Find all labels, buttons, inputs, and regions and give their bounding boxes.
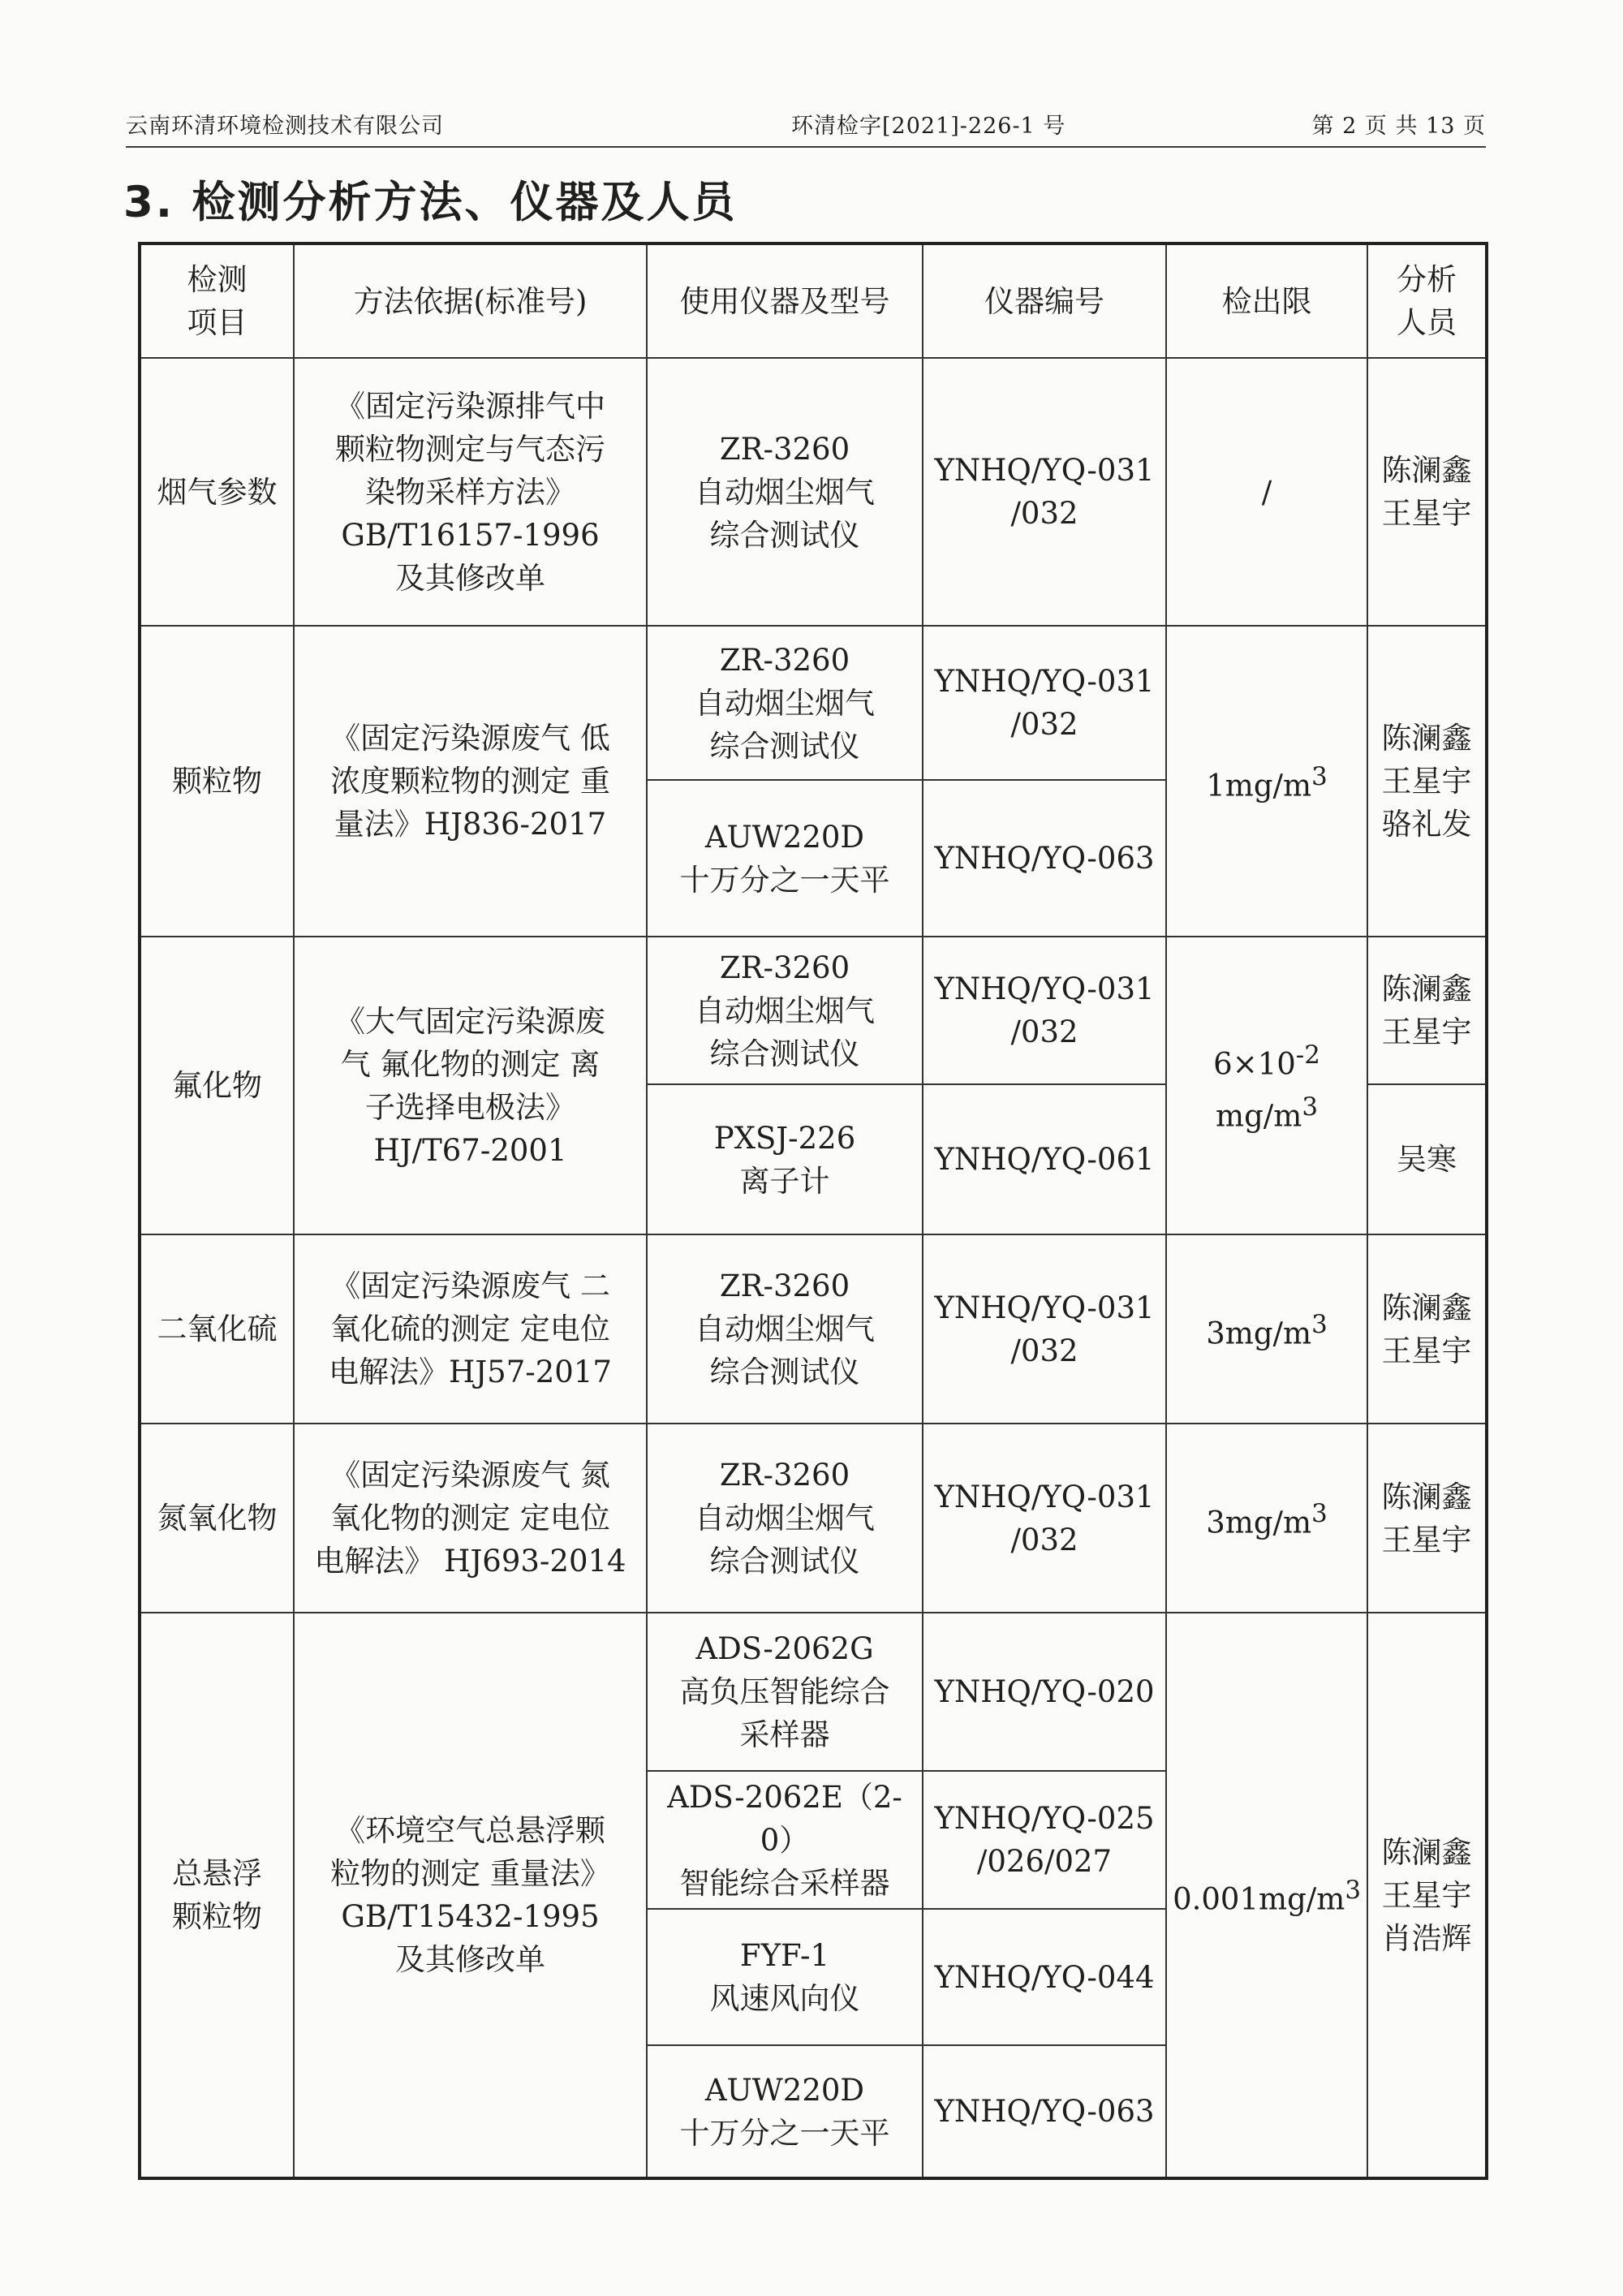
staff-cell: 陈澜鑫 王星宇 [1367,1234,1487,1424]
limit-base: 6×10 [1213,1046,1296,1082]
serial-cell: YNHQ/YQ-031 /032 [923,1234,1166,1424]
staff-cell: 陈澜鑫 王星宇 骆礼发 [1367,626,1487,937]
limit-cell [1166,1424,1367,1613]
limit-value: 3mg/m [1206,1316,1312,1351]
instrument-cell: AUW220D 十万分之一天平 [647,2045,923,2178]
table-row [140,1234,1487,1424]
serial-cell: YNHQ/YQ-063 [923,780,1166,937]
table-row [140,1424,1487,1613]
staff-cell: 陈澜鑫 王星宇 [1367,358,1487,626]
method-cell: 《固定污染源排气中 颗粒物测定与气态污 染物采样方法》 GB/T16157-1996 及其修改单 [294,358,647,626]
item-cell: 颗粒物 [140,626,294,937]
instrument-cell: ADS-2062G 高负压智能综合 采样器 [647,1613,923,1771]
limit-superscript: 3 [1311,1309,1328,1339]
header-limit: 检出限 [1166,243,1367,358]
instrument-cell: FYF-1 风速风向仪 [647,1909,923,2045]
header-item: 检测 项目 [140,243,294,358]
instrument-cell: ZR-3260 自动烟尘烟气 综合测试仪 [647,358,923,626]
item-cell: 二氧化硫 [140,1234,294,1424]
table-row [140,937,1487,1084]
limit-cell: / [1166,358,1367,626]
limit-cell [1166,1234,1367,1424]
method-table [138,242,1488,2180]
instrument-cell: ZR-3260 自动烟尘烟气 综合测试仪 [647,937,923,1084]
document-number: 环清检字[2021]-226-1 号 [791,114,1066,139]
instrument-cell: ZR-3260 自动烟尘烟气 综合测试仪 [647,626,923,780]
limit-value: 3mg/m [1206,1505,1312,1540]
header-serial: 仪器编号 [923,243,1166,358]
serial-cell: YNHQ/YQ-044 [923,1909,1166,2045]
serial-cell: YNHQ/YQ-063 [923,2045,1166,2178]
section-title: 3. 检测分析方法、仪器及人员 [123,178,738,227]
serial-cell: YNHQ/YQ-031 /032 [923,1424,1166,1613]
header-method: 方法依据(标准号) [294,243,647,358]
method-cell: 《环境空气总悬浮颗 粒物的测定 重量法》 GB/T15432-1995 及其修改单 [294,1613,647,2178]
limit-cell [1166,937,1367,1234]
instrument-cell: PXSJ-226 离子计 [647,1084,923,1234]
serial-cell: YNHQ/YQ-031 /032 [923,358,1166,626]
method-cell: 《固定污染源废气 低 浓度颗粒物的测定 重 量法》HJ836-2017 [294,626,647,937]
staff-cell: 陈澜鑫 王星宇 肖浩辉 [1367,1613,1487,2178]
serial-cell: YNHQ/YQ-031 /032 [923,937,1166,1084]
header-staff: 分析 人员 [1367,243,1487,358]
table-row [140,626,1487,780]
item-cell: 总悬浮 颗粒物 [140,1613,294,2178]
item-cell: 烟气参数 [140,358,294,626]
staff-cell: 陈澜鑫 王星宇 [1367,1424,1487,1613]
limit-cell [1166,1613,1367,2178]
instrument-cell: AUW220D 十万分之一天平 [647,780,923,937]
table-row [140,358,1487,626]
limit-superscript: 3 [1345,1876,1361,1906]
page-number: 第 2 页 共 13 页 [1311,114,1486,139]
limit-exponent: -2 [1295,1040,1320,1070]
instrument-cell: ZR-3260 自动烟尘烟气 综合测试仪 [647,1234,923,1424]
item-cell: 氟化物 [140,937,294,1234]
table-header-row [140,243,1487,358]
staff-cell: 陈澜鑫 王星宇 [1367,937,1487,1084]
header-instrument: 使用仪器及型号 [647,243,923,358]
limit-unit: mg/m [1216,1097,1302,1133]
serial-cell: YNHQ/YQ-031 /032 [923,626,1166,780]
page-header [126,112,1486,148]
method-cell: 《固定污染源废气 氮 氧化物的测定 定电位 电解法》 HJ693-2014 [294,1424,647,1613]
method-cell: 《固定污染源废气 二 氧化硫的测定 定电位 电解法》HJ57-2017 [294,1234,647,1424]
serial-cell: YNHQ/YQ-025 /026/027 [923,1771,1166,1909]
limit-value: 0.001mg/m [1173,1881,1345,1917]
staff-cell: 吴寒 [1367,1084,1487,1234]
limit-unit-superscript: 3 [1302,1092,1318,1122]
limit-superscript: 3 [1311,761,1328,791]
limit-value: 1mg/m [1206,768,1312,803]
serial-cell: YNHQ/YQ-061 [923,1084,1166,1234]
company-name: 云南环清环境检测技术有限公司 [126,114,444,139]
method-cell: 《大气固定污染源废 气 氟化物的测定 离 子选择电极法》 HJ/T67-2001 [294,937,647,1234]
item-cell: 氮氧化物 [140,1424,294,1613]
instrument-cell: ZR-3260 自动烟尘烟气 综合测试仪 [647,1424,923,1613]
instrument-cell: ADS-2062E（2-0） 智能综合采样器 [647,1771,923,1909]
table-row [140,1613,1487,1771]
limit-cell [1166,626,1367,937]
serial-cell: YNHQ/YQ-020 [923,1613,1166,1771]
limit-superscript: 3 [1311,1498,1328,1528]
